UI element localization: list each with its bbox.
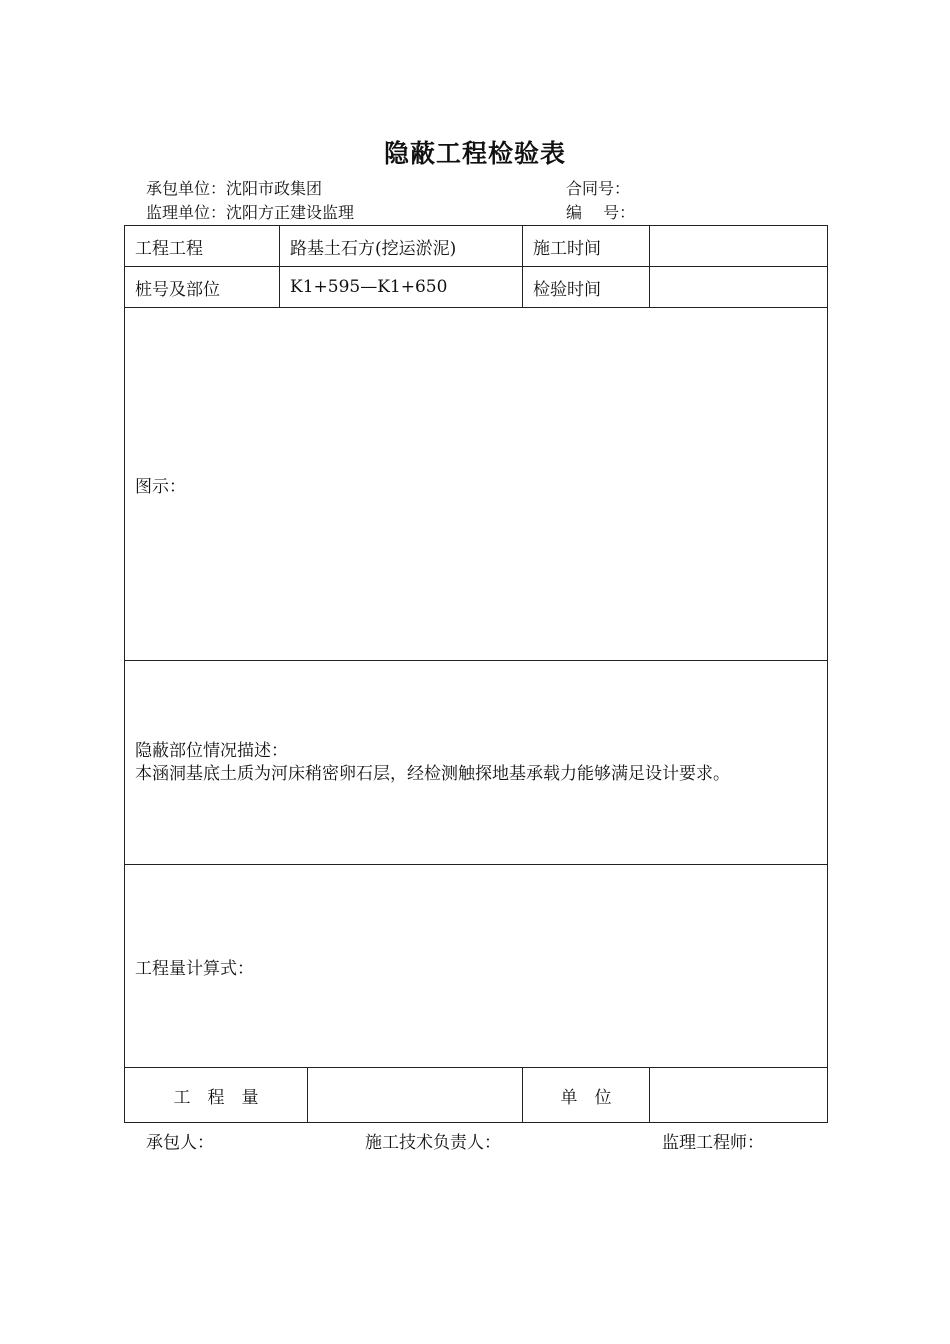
contractor-signature-label: 承包人： (146, 1133, 214, 1153)
page-title: 隐蔽工程检验表 (383, 139, 566, 168)
contractor-line (146, 179, 322, 199)
station-label: 桩号及部位 (125, 267, 280, 308)
construction-time-value[interactable] (650, 226, 828, 267)
diagram-cell[interactable] (125, 308, 828, 661)
description-text: 本涵洞基底土质为河床稍密卵石层，经检测触探地基承载力能够满足设计要求。 (135, 763, 730, 784)
quantity-value[interactable] (308, 1068, 523, 1123)
station-value: K1+595—K1+650 (280, 267, 523, 308)
inspection-time-value[interactable] (650, 267, 828, 308)
contractor-value: 沈阳市政集团 (226, 179, 323, 198)
engineer-signature-label: 监理工程师： (662, 1133, 764, 1153)
inspection-time-label: 检验时间 (523, 267, 650, 308)
project-value: 路基土石方(挖运淤泥) (280, 226, 523, 267)
contractor-label: 承包单位： (146, 179, 227, 198)
quantity-label: 工 程 量 (125, 1068, 308, 1123)
station-row (125, 267, 828, 308)
construction-time-label: 施工时间 (523, 226, 650, 267)
serial-no-label: 编 号： (566, 203, 636, 222)
description-label: 隐蔽部位情况描述： (135, 740, 288, 761)
project-label: 工程工程 (125, 226, 280, 267)
unit-value[interactable] (650, 1068, 828, 1123)
calculation-cell[interactable] (125, 865, 828, 1068)
project-row (125, 226, 828, 267)
supervisor-value: 沈阳方正建设监理 (226, 203, 355, 222)
description-cell[interactable] (125, 661, 828, 865)
supervisor-label: 监理单位： (146, 203, 227, 222)
tech-lead-signature-label: 施工技术负责人： (365, 1133, 501, 1153)
diagram-label: 图示： (135, 476, 186, 497)
contract-no-label: 合同号： (566, 179, 631, 198)
quantity-row (125, 1068, 828, 1123)
calculation-row (125, 865, 828, 1068)
description-row (125, 661, 828, 865)
diagram-row (125, 308, 828, 661)
inspection-form-table (124, 225, 828, 1123)
unit-label: 单 位 (523, 1068, 650, 1123)
supervisor-line (146, 203, 354, 223)
calculation-label: 工程量计算式： (135, 958, 254, 979)
